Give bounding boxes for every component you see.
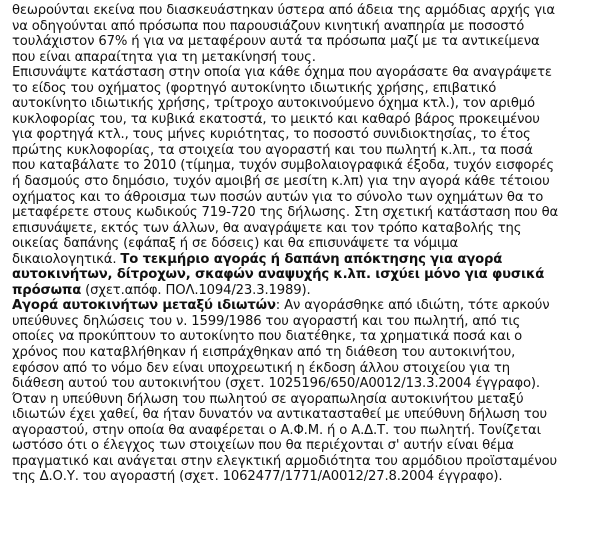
bold-text-run: αυτοκινήτων, δίτροχων, σκαφών αναψυχής κ.λπ. ισχύει μόνο για φυσικά <box>12 267 545 283</box>
text-line <box>12 174 610 190</box>
text-run: πραγματικό και ανάγεται στην ελεγκτική αρμοδιότητα του αρμόδιου προϊσταμένου <box>12 453 558 469</box>
text-run: κυκλοφορίας του, τα κυβικά εκατοστά, το μεικτό και καθαρό βάρος προκειμένου <box>12 111 540 127</box>
text-line <box>12 65 610 81</box>
text-line <box>12 96 610 112</box>
text-line <box>12 376 610 392</box>
text-line <box>12 50 610 66</box>
text-run: για φορτηγά κτλ., τους μήνες κυριότητας, το ποσοστό συνιδιοκτησίας, το έτος <box>12 127 531 143</box>
text-line <box>12 267 610 283</box>
text-run: οχήματος και το άθροισμα των ποσών αυτών για το σύνολο των οχημάτων θα το <box>12 189 544 205</box>
text-line <box>12 283 610 299</box>
text-line <box>12 205 610 221</box>
text-run: Όταν η υπεύθυνη δήλωση του πωλητού σε αγοραπωλησία αυτοκινήτου μεταξύ <box>12 391 524 407</box>
text-run: αγοραστού, στην οποία θα αναφέρεται ο Α.Φ.Μ. ή ο Α.Δ.Τ. του πωλητή. Τονίζεται <box>12 422 541 438</box>
text-run: επισυνάψετε, εκτός των άλλων, θα αναγράψετε και τον τρόπο καταβολής της <box>12 220 522 236</box>
text-line <box>12 236 610 252</box>
text-line <box>12 423 610 439</box>
text-line <box>12 361 610 377</box>
text-line <box>12 158 610 174</box>
text-line <box>12 454 610 470</box>
text-line <box>12 345 610 361</box>
text-run: της Δ.Ο.Υ. του αγοραστή (σχετ. 1062477/1771/Α0012/27.8.2004 έγγραφο). <box>12 469 503 485</box>
text-run: θεωρούνται εκείνα που διασκευάστηκαν ύστερα από άδεια της αρμόδιας αρχής για <box>12 3 555 18</box>
text-line <box>12 221 610 237</box>
text-line <box>12 469 610 485</box>
text-line <box>12 298 610 314</box>
text-run: δικαιολογητικά. <box>12 251 121 267</box>
text-run: οποίες να προκύπτουν το αυτοκίνητο που διατέθηκε, τα χρηματικά ποσά και ο <box>12 329 523 345</box>
text-run: που είναι απαραίτητα για τη μετακίνησή τους. <box>12 49 316 65</box>
text-line <box>12 407 610 423</box>
text-run: Επισυνάψτε κατάσταση στην οποία για κάθε όχημα που αγοράσατε θα αναγράψετε <box>12 65 552 81</box>
text-run: τουλάχιστον 67% ή για να μεταφέρουν αυτά τα πρόσωπα μαζί με τα αντικείμενα <box>12 34 540 50</box>
text-line <box>12 143 610 159</box>
bold-text-run: πρόσωπα <box>12 282 82 298</box>
text-run: : Αν αγοράσθηκε από ιδιώτη, τότε αρκούν <box>275 298 550 314</box>
text-line <box>12 3 610 19</box>
text-run: υπεύθυνες δηλώσεις του ν. 1599/1986 του αγοραστή και του πωλητή, από τις <box>12 313 521 329</box>
text-line <box>12 81 610 97</box>
text-run: που καταβάλατε το 2010 (τίμημα, τυχόν συμβολαιογραφικά έξοδα, τυχόν εισφορές <box>12 158 554 174</box>
text-run: οικείας δαπάνης (εφάπαξ ή σε δόσεις) και θα επισυνάψετε τα νόμιμα <box>12 236 458 252</box>
text-run: το είδος του οχήματος (φορτηγό αυτοκίνητο ιδιωτικής χρήσης, επιβατικό <box>12 80 497 96</box>
text-line <box>12 190 610 206</box>
text-run: να οδηγούνται από πρόσωπα που παρουσιάζουν κινητική αναπηρία με ποσοστό <box>12 18 525 34</box>
text-line <box>12 252 610 268</box>
text-run: ή δασμούς στο δημόσιο, τυχόν αμοιβή σε μεσίτη κ.λπ) για την αγορά κάθε τέτοιου <box>12 174 550 190</box>
text-run: αυτοκίνητο ιδιωτικής χρήσης, τρίτροχο αυτοκινούμενο όχημα κτλ.), τον αριθμό <box>12 96 535 112</box>
text-run: πρώτης κυκλοφορίας, τα στοιχεία του αγοραστή και του πωλητή κ.λπ., τα ποσά <box>12 142 533 158</box>
text-run: διάθεση αυτού του αυτοκινήτου (σχετ. 1025196/650/Α0012/13.3.2004 έγγραφο). <box>12 376 540 392</box>
text-line <box>12 314 610 330</box>
text-run: (σχετ.απόφ. ΠΟΛ.1094/23.3.1989). <box>81 282 311 298</box>
bold-text-run: Το τεκμήριο αγοράς ή δαπάνη απόκτησης για αγορά <box>120 251 503 267</box>
text-run: χρόνος που καταβλήθηκαν ή εισπράχθηκαν από τη διάθεση του αυτοκινήτου, <box>12 345 516 361</box>
text-run: μεταφέρετε στους κωδικούς 719-720 της δήλωσης. Στη σχετική κατάσταση που θα <box>12 205 559 221</box>
text-line <box>12 392 610 408</box>
text-run: ιδιωτών έχει χαθεί, θα ήταν δυνατόν να αντικατασταθεί με υπεύθυνη δήλωση του <box>12 407 548 423</box>
text-line <box>12 438 610 454</box>
text-line <box>12 329 610 345</box>
text-run: εφόσον από το νόμο δεν είναι υποχρεωτική η έκδοση άλλου στοιχείου για τη <box>12 360 510 376</box>
text-line <box>12 112 610 128</box>
text-line <box>12 127 610 143</box>
text-line <box>12 34 610 50</box>
bold-text-run: Αγορά αυτοκινήτων μεταξύ ιδιωτών <box>12 298 276 314</box>
text-run: ωστόσο ότι ο έλεγχος των στοιχείων που θα περιέχονται σ' αυτήν είναι θέμα <box>12 438 514 454</box>
text-line <box>12 19 610 35</box>
